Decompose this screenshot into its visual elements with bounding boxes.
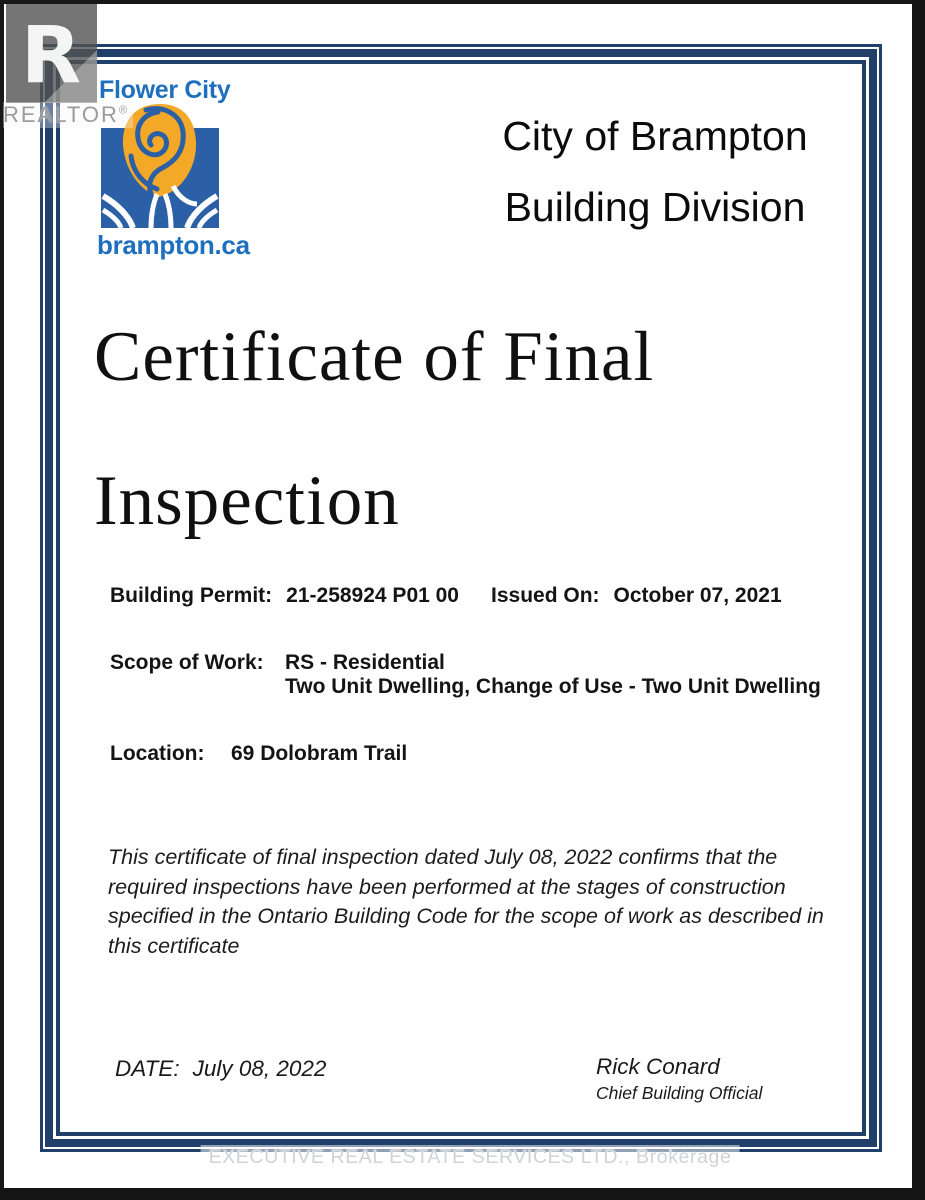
scope-of-work-label: Scope of Work:	[110, 651, 264, 674]
scan-edge-right	[912, 0, 925, 1200]
scan-edge-top	[0, 0, 925, 4]
header-city: City of Brampton	[502, 113, 808, 159]
statement-line: specified in the Ontario Building Code for the scope of work as described in	[108, 904, 824, 928]
date-label: DATE:	[115, 1056, 180, 1081]
building-permit-value: 21-258924 P01 00	[286, 584, 459, 607]
scope-of-work-value	[285, 651, 821, 699]
scan-edge-left	[0, 0, 4, 1200]
document-header	[420, 112, 890, 231]
statement-line: required inspections have been performed at the stages of construction	[108, 874, 786, 899]
scan-edge-bottom	[0, 1188, 925, 1200]
certificate-title-line1: Certificate of Final	[94, 318, 655, 396]
realtor-watermark-label	[3, 102, 133, 128]
realtor-r-logo-icon	[6, 4, 97, 103]
logo-tagline: Flower City	[99, 76, 231, 104]
issued-on-value: October 07, 2021	[613, 584, 782, 607]
date-row	[115, 1056, 326, 1082]
certificate-title-line2: Inspection	[94, 462, 400, 540]
realtor-text: REALTOR	[3, 102, 119, 127]
signatory-role: Chief Building Official	[596, 1083, 763, 1103]
svg-text:R: R	[20, 11, 82, 101]
logo-website: brampton.ca	[97, 230, 250, 260]
statement-line: This certificate of final inspection dated July 08, 2022 confirms that the	[108, 845, 778, 869]
realtor-watermark	[3, 4, 127, 127]
date-value: July 08, 2022	[192, 1056, 327, 1081]
building-permit-row	[110, 584, 782, 608]
signatory-name: Rick Conard	[596, 1054, 720, 1079]
location-label: Location:	[110, 742, 205, 765]
location-value: 69 Dolobram Trail	[231, 742, 408, 765]
building-permit-label: Building Permit:	[110, 584, 273, 607]
brokerage-watermark: EXECUTIVE REAL ESTATE SERVICES LTD., Brokerage	[201, 1145, 740, 1170]
signature-block	[596, 1054, 762, 1103]
scope-of-work-line1: RS - Residential	[285, 651, 445, 674]
registered-trademark-symbol: ®	[118, 104, 127, 117]
header-division: Building Division	[504, 184, 806, 230]
issued-on-label: Issued On:	[491, 584, 600, 607]
scope-of-work-line2: Two Unit Dwelling, Change of Use - Two Unit Dwelling	[285, 675, 821, 698]
certification-statement	[108, 843, 824, 961]
statement-line: this certificate	[108, 933, 240, 958]
